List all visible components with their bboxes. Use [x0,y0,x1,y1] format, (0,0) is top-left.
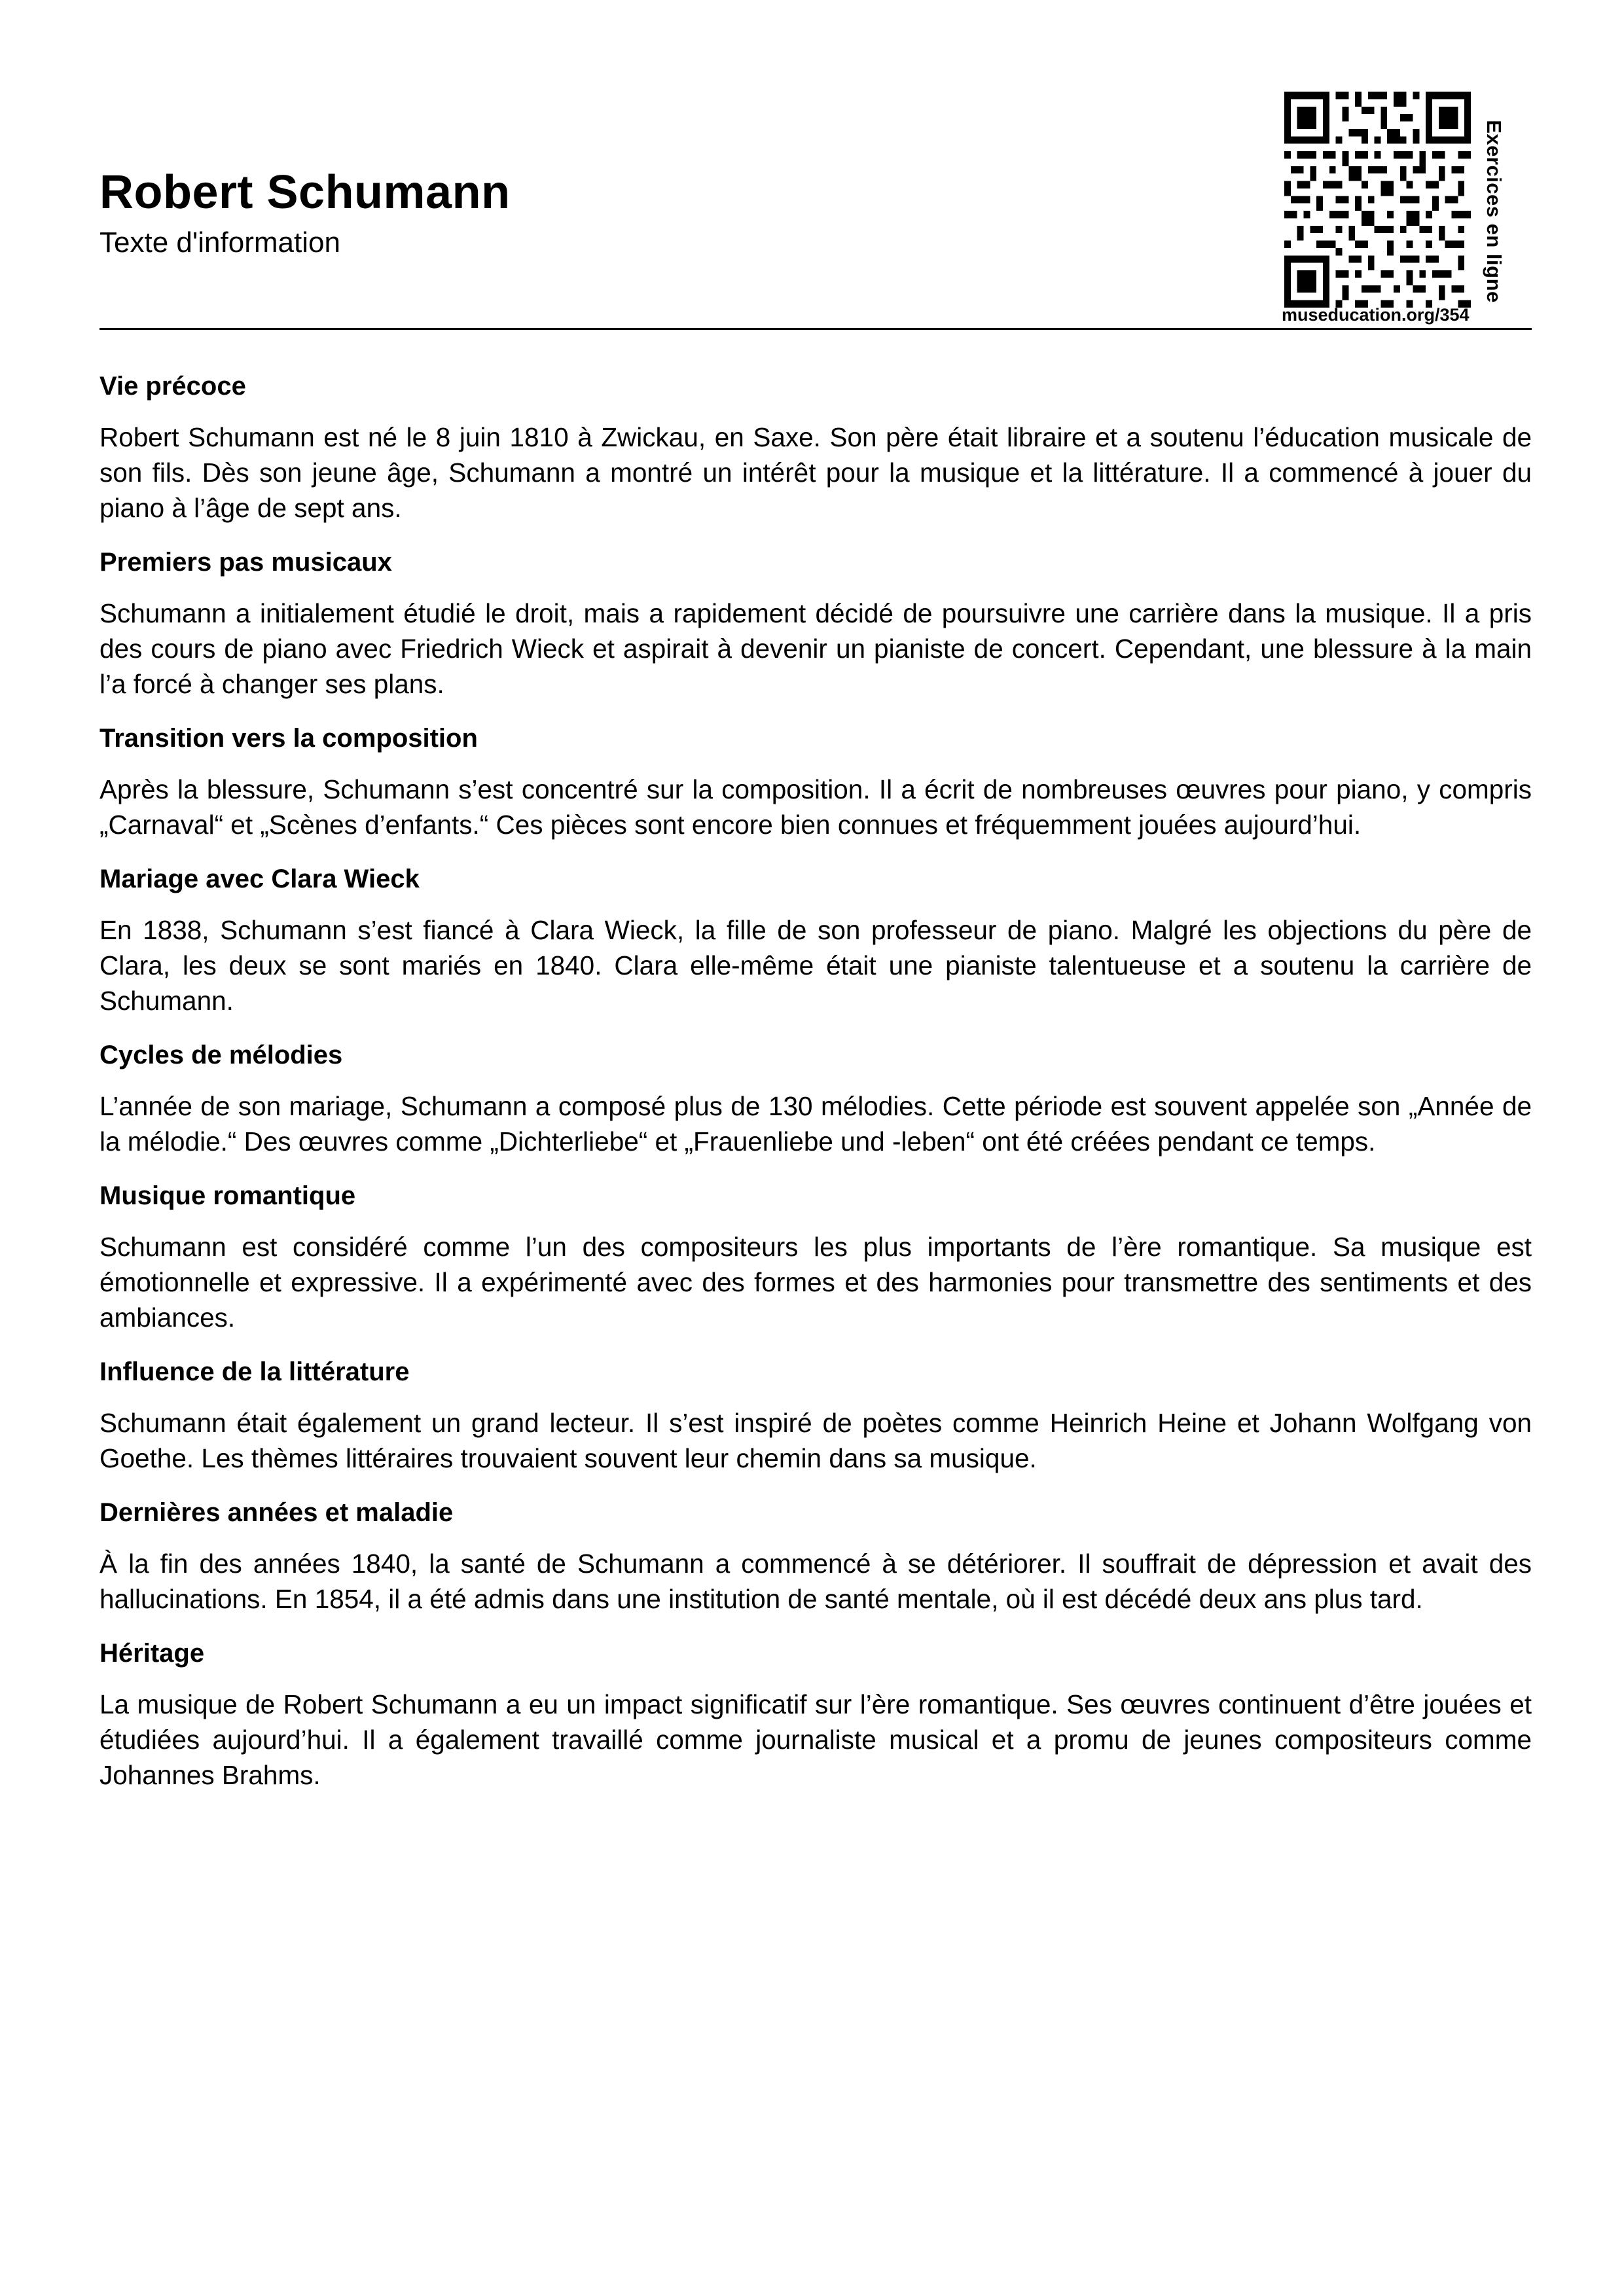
qr-url-caption: museducation.org/354 [1282,305,1470,325]
section-musique-romantique [99,1179,1532,1335]
section-heading: Musique romantique [99,1181,356,1210]
section-influence-litterature [99,1355,1532,1476]
section-transition-composition [99,722,1532,842]
page-subtitle: Texte d'information [99,226,340,259]
qr-side-caption [1471,103,1517,319]
section-cycles-melodies [99,1039,1532,1159]
section-heading: Vie précoce [99,372,246,401]
section-paragraph: À la fin des années 1840, la santé de Schumann a commencé à se détériorer. Il souffrait de dépression et avait des hallucinations. En 1854, il a été admis dans une institution de santé mentale, où il est décédé deux ans plus tard. [99,1549,1532,1614]
section-paragraph: Schumann est considéré comme l’un des compositeurs les plus importants de l’ère romantique. Sa musique est émotionnelle et expressive. Il a expérimenté avec des formes et des harmonies pour transmettre des sentiments et des ambiances. [99,1232,1532,1333]
section-heading: Premiers pas musicaux [99,548,392,577]
qr-code-icon[interactable] [1284,92,1471,308]
qr-side-caption-text: Exercices en ligne [1483,120,1506,303]
section-paragraph: La musique de Robert Schumann a eu un impact significatif sur l’ère romantique. Ses œuvres continuent d’être jouées et étudiées aujourd’hui. Il a également travaillé comme journaliste musical et a promu de jeunes compositeurs comme Johannes Brahms. [99,1689,1532,1790]
page-title: Robert Schumann [99,166,511,219]
section-heading: Influence de la littérature [99,1357,410,1386]
section-paragraph: Après la blessure, Schumann s’est concentré sur la composition. Il a écrit de nombreuses œuvres pour piano, y compris „Carnaval“ et „Scènes d’enfants.“ Ces pièces sont encore bien connues et fréquemment jouées aujourd’hui. [99,774,1532,840]
section-vie-precoce [99,370,1532,526]
section-heading: Mariage avec Clara Wieck [99,865,420,893]
section-paragraph: Schumann était également un grand lecteur. Il s’est inspiré de poètes comme Heinrich Heine et Johann Wolfgang von Goethe. Les thèmes littéraires trouvaient souvent leur chemin dans sa musique. [99,1408,1532,1473]
section-dernieres-annees [99,1496,1532,1617]
header-divider [99,328,1532,330]
section-paragraph: En 1838, Schumann s’est fiancé à Clara Wieck, la fille de son professeur de piano. Malgré les objections du père de Clara, les deux se sont mariés en 1840. Clara elle-même était une pianiste talentueuse et a soutenu la carrière de Schumann. [99,915,1532,1016]
section-heritage [99,1637,1532,1793]
section-paragraph: L’année de son mariage, Schumann a composé plus de 130 mélodies. Cette période est souvent appelée son „Année de la mélodie.“ Des œuvres comme „Dichterliebe“ et „Frauenliebe und -leben“ ont été créées pendant ce temps. [99,1091,1532,1157]
document-body [99,370,1532,1813]
section-premiers-pas-musicaux [99,546,1532,702]
section-mariage-clara-wieck [99,863,1532,1018]
page-header [99,92,1532,330]
section-paragraph: Robert Schumann est né le 8 juin 1810 à Zwickau, en Saxe. Son père était libraire et a soutenu l’éducation musicale de son fils. Dès son jeune âge, Schumann a montré un intérêt pour la musique et la littérature. Il a commencé à jouer du piano à l’âge de sept ans. [99,422,1532,523]
section-heading: Cycles de mélodies [99,1041,343,1069]
section-heading: Dernières années et maladie [99,1498,454,1527]
section-heading: Transition vers la composition [99,724,478,753]
section-heading: Héritage [99,1639,205,1668]
section-paragraph: Schumann a initialement étudié le droit, mais a rapidement décidé de poursuivre une carrière dans la musique. Il a pris des cours de piano avec Friedrich Wieck et aspirait à devenir un pianiste de concert. Cependant, une blessure à la main l’a forcé à changer ses plans. [99,598,1532,699]
